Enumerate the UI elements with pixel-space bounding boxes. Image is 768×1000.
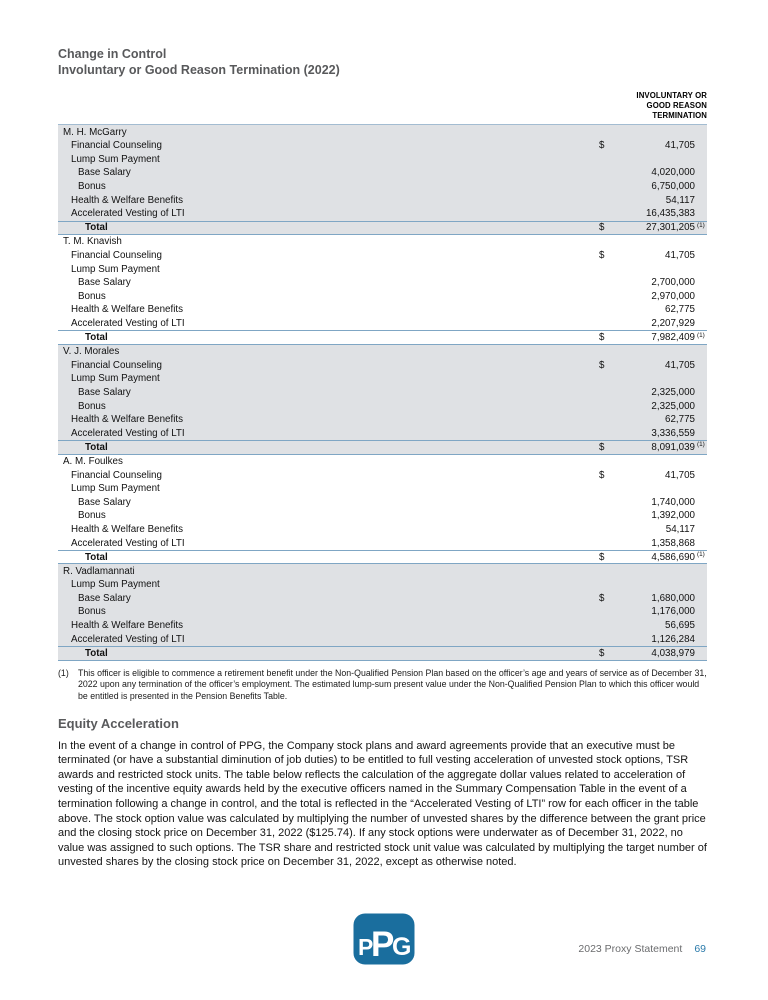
row-value: 56,695 (665, 620, 695, 632)
table-row (58, 632, 707, 646)
row-value: 2,970,000 (651, 290, 695, 302)
row-label: Accelerated Vesting of LTI (71, 208, 185, 220)
table-row (58, 619, 707, 633)
dollar-sign: $ (599, 647, 605, 659)
table-row (58, 262, 707, 276)
row-label: Health & Welfare Benefits (71, 620, 183, 632)
officer-name-row (58, 455, 707, 469)
table-row (58, 193, 707, 207)
column-header-line: GOOD REASON (646, 100, 707, 110)
table-row (58, 468, 707, 482)
total-row (58, 550, 707, 565)
svg-text:P: P (358, 934, 374, 960)
table-row (58, 399, 707, 413)
total-footnote-ref: (1) (697, 551, 705, 559)
footnote-marker: (1) (58, 667, 69, 678)
row-label: Bonus (78, 510, 106, 522)
row-value: 1,740,000 (651, 496, 695, 508)
total-footnote-ref: (1) (697, 441, 705, 449)
table-row (58, 495, 707, 509)
row-label: Lump Sum Payment (71, 263, 160, 275)
row-label: Financial Counseling (71, 359, 162, 371)
table-row (58, 207, 707, 221)
dollar-sign: $ (599, 359, 605, 371)
officer-name-row (58, 125, 707, 139)
table-row (58, 303, 707, 317)
officer-name-row (58, 564, 707, 578)
row-value: 1,176,000 (651, 606, 695, 618)
total-value: 8,091,039 (651, 441, 695, 453)
termination-table (58, 124, 707, 660)
footnote-text: This officer is eligible to commence a retirement benefit under the Non-Qualified Pension Plan based on the officer’s age and years of service as of December 31, 2022 upon any termination of the officer’s employment. The estimated lump-sum present value under the Non-Qualified Pension Plan to which this officer would be entitled is presented in the Pension Benefits Table. (78, 667, 707, 701)
row-value: 41,705 (665, 250, 695, 262)
table-row (58, 592, 707, 606)
total-label: Total (85, 647, 108, 659)
officer-block (58, 564, 707, 660)
table-row (58, 290, 707, 304)
total-row (58, 221, 707, 236)
officer-name: M. H. McGarry (63, 126, 127, 138)
row-label: Base Salary (78, 277, 131, 289)
officer-name: V. J. Morales (63, 346, 120, 358)
row-label: Lump Sum Payment (71, 579, 160, 591)
page-title-line2: Involuntary or Good Reason Termination (2022) (58, 63, 340, 77)
row-label: Accelerated Vesting of LTI (71, 633, 185, 645)
row-label: Financial Counseling (71, 469, 162, 481)
table-row (58, 482, 707, 496)
row-value: 1,392,000 (651, 510, 695, 522)
footer-page-number: 69 (694, 943, 706, 955)
total-row (58, 330, 707, 345)
dollar-sign: $ (599, 592, 605, 604)
officer-block (58, 125, 707, 235)
dollar-sign: $ (599, 332, 605, 344)
dollar-sign: $ (599, 140, 605, 152)
row-value: 2,325,000 (651, 400, 695, 412)
officer-name: A. M. Foulkes (63, 455, 123, 467)
dollar-sign: $ (599, 469, 605, 481)
table-row (58, 180, 707, 194)
row-value: 1,358,868 (651, 537, 695, 549)
officer-block (58, 235, 707, 345)
row-label: Health & Welfare Benefits (71, 523, 183, 535)
total-value: 4,038,979 (651, 647, 695, 659)
total-value: 4,586,690 (651, 551, 695, 563)
row-value: 54,117 (665, 194, 695, 206)
row-label: Lump Sum Payment (71, 373, 160, 385)
table-row (58, 536, 707, 550)
table-row (58, 426, 707, 440)
row-value: 6,750,000 (651, 181, 695, 193)
row-value: 62,775 (665, 304, 695, 316)
total-label: Total (85, 551, 108, 563)
page-content (58, 46, 707, 870)
officer-block (58, 345, 707, 455)
row-label: Accelerated Vesting of LTI (71, 537, 185, 549)
row-value: 1,126,284 (651, 633, 695, 645)
row-label: Bonus (78, 181, 106, 193)
footnote-1 (58, 668, 707, 703)
section-heading-equity-acceleration: Equity Acceleration (58, 715, 179, 731)
total-row (58, 646, 707, 661)
row-label: Bonus (78, 400, 106, 412)
svg-text:G: G (392, 933, 412, 961)
row-value: 4,020,000 (651, 167, 695, 179)
table-row (58, 413, 707, 427)
footer-label: 2023 Proxy Statement (578, 943, 683, 955)
row-label: Base Salary (78, 167, 131, 179)
row-value: 16,435,383 (645, 208, 695, 220)
row-value: 41,705 (665, 140, 695, 152)
ppg-logo-icon (352, 912, 416, 966)
row-value: 1,680,000 (651, 592, 695, 604)
officer-name-row (58, 345, 707, 359)
svg-text:P: P (371, 925, 395, 964)
row-value: 2,207,929 (651, 318, 695, 329)
dollar-sign: $ (599, 222, 605, 234)
table-row (58, 139, 707, 153)
row-value: 3,336,559 (651, 427, 695, 439)
row-label: Health & Welfare Benefits (71, 194, 183, 206)
table-row (58, 317, 707, 331)
column-header-line: INVOLUNTARY OR (636, 91, 707, 100)
row-label: Health & Welfare Benefits (71, 414, 183, 426)
total-value: 27,301,205 (645, 222, 695, 234)
row-label: Health & Welfare Benefits (71, 304, 183, 316)
row-label: Bonus (78, 290, 106, 302)
row-label: Financial Counseling (71, 140, 162, 152)
row-label: Base Salary (78, 386, 131, 398)
row-label: Accelerated Vesting of LTI (71, 318, 185, 329)
row-value: 41,705 (665, 359, 695, 371)
total-label: Total (85, 332, 108, 344)
table-row (58, 358, 707, 372)
row-value: 2,700,000 (651, 277, 695, 289)
officer-block (58, 455, 707, 565)
ppg-logo (352, 912, 416, 966)
table-row (58, 249, 707, 263)
table-row (58, 509, 707, 523)
total-footnote-ref: (1) (697, 221, 705, 229)
officer-name: R. Vadlamannati (63, 565, 135, 577)
equity-acceleration-paragraph: In the event of a change in control of PPG, the Company stock plans and award agreements provide that an executive must be terminated (or have a substantial diminution of job duties) to be entitled to full vesting acceleration of unvested stock options, TSR awards and restricted stock units. The table below reflects the calculation of the aggregate dollar values related to acceleration of vesting of the incentive equity awards held by the executive officers named in the Summary Compensation Table in the event of a termination following a change in control, and the total is reflected in the “Accelerated Vesting of LTI” row for each officer in the table above. The stock option value was calculated by multiplying the number of unvested shares by the difference between the grant price and the closing stock price on December 31, 2022 ($125.74). If any stock options were underwater as of December 31, 2022, no value was assigned to such options. The TSR share and restricted stock unit value was calculated by multiplying the target number of unvested shares by the closing stock price on December 31, 2022, except as otherwise noted. (58, 739, 707, 869)
table-row (58, 605, 707, 619)
total-footnote-ref: (1) (697, 331, 705, 339)
table-column-header (58, 91, 707, 124)
dollar-sign: $ (599, 551, 605, 563)
row-label: Financial Counseling (71, 250, 162, 262)
page-title-line1: Change in Control (58, 47, 167, 61)
total-value: 7,982,409 (651, 332, 695, 344)
dollar-sign: $ (599, 441, 605, 453)
row-label: Accelerated Vesting of LTI (71, 427, 185, 439)
row-label: Lump Sum Payment (71, 153, 160, 165)
page-footer (578, 943, 706, 955)
row-label: Base Salary (78, 496, 131, 508)
row-label: Base Salary (78, 592, 131, 604)
table-row (58, 578, 707, 592)
table-row (58, 166, 707, 180)
total-label: Total (85, 441, 108, 453)
table-row (58, 386, 707, 400)
officer-name: T. M. Knavish (63, 236, 122, 248)
table-row (58, 276, 707, 290)
total-row (58, 440, 707, 455)
officer-name-row (58, 235, 707, 249)
table-row (58, 153, 707, 167)
dollar-sign: $ (599, 250, 605, 262)
row-value: 2,325,000 (651, 386, 695, 398)
row-value: 41,705 (665, 469, 695, 481)
row-label: Bonus (78, 606, 106, 618)
row-value: 54,117 (665, 523, 695, 535)
column-header-line: TERMINATION (652, 110, 707, 120)
row-label: Lump Sum Payment (71, 483, 160, 495)
row-value: 62,775 (665, 414, 695, 426)
table-row (58, 372, 707, 386)
total-label: Total (85, 222, 108, 234)
table-row (58, 523, 707, 537)
